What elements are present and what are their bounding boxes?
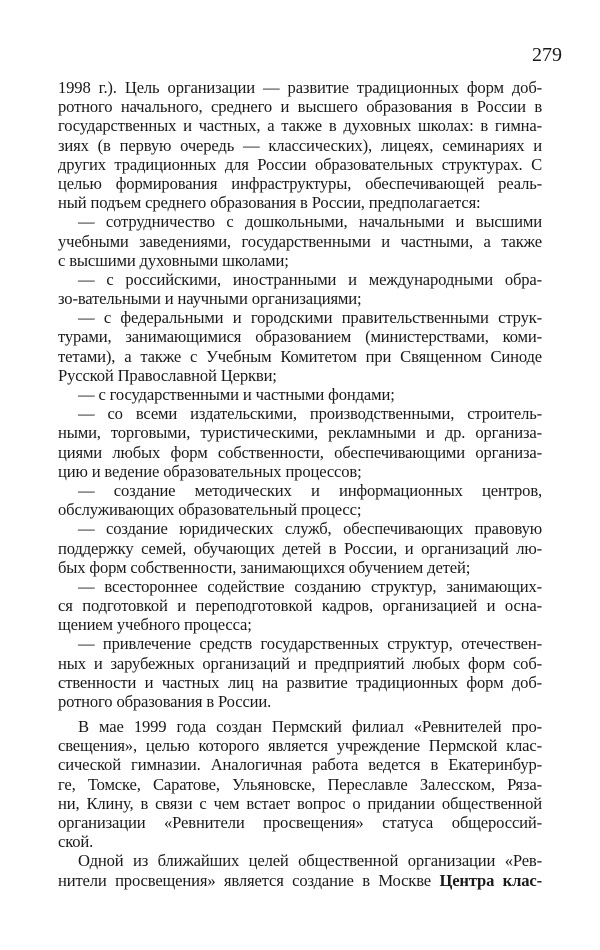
text-line: государственных и частных, а также в духовных школах: в гимна- <box>58 116 542 136</box>
text-line: — создание юридических служб, обеспечивающих правовую <box>78 519 542 539</box>
text-line: Одной из ближайших целей общественной организации «Рев- <box>78 851 542 871</box>
text-line: ротного образования в России. <box>58 692 272 711</box>
paragraph-1 <box>58 78 542 711</box>
text-line: сической гимназии. Аналогичная работа ведется в Екатеринбур- <box>58 755 542 775</box>
text-line: ными, торговыми, туристическими, рекламными и др. организа- <box>58 423 542 443</box>
text-line: ской. <box>58 832 94 852</box>
text-line: — с российскими, иностранными и международными обра- <box>78 269 542 289</box>
text-line: — создание методических и информационных центров, <box>78 480 542 500</box>
text-line: целью формирования инфраструктуры, обеспечивающей реаль- <box>58 173 542 193</box>
text-line: циями любых форм собственности, обеспечивающими организа- <box>58 442 542 462</box>
text-line: цию и ведение образовательных процессов; <box>58 461 362 481</box>
text-line: щением учебного процесса; <box>58 615 252 635</box>
text-line: турами, занимающимися образованием (министерствами, коми- <box>58 327 542 347</box>
text-line: ственности и частных лиц на развитие традиционных форм доб- <box>58 672 542 692</box>
text-line: ных и зарубежных организаций и предприятий любых форм соб- <box>58 653 542 673</box>
text-line: — привлечение средств государственных структур, отечествен- <box>78 634 542 654</box>
text-line: поддержку семей, обучающих детей в России, и организаций лю- <box>58 538 542 558</box>
text-line <box>58 871 542 890</box>
text-line: — всестороннее содействие созданию структур, занимающих- <box>78 576 542 596</box>
text-line: 1998 г.). Цель организации — развитие традиционных форм доб- <box>58 78 542 97</box>
text-line-start: нители просвещения» является создание в Москве <box>58 870 440 890</box>
text-line: — со всеми издательскими, производственными, строитель- <box>78 404 542 424</box>
text-line: учебными заведениями, государственными и частными, а также <box>58 231 542 251</box>
text-line: ротного начального, среднего и высшего образования в России в <box>58 97 542 117</box>
text-line: бых форм собственности, занимающихся обучением детей; <box>58 557 471 577</box>
text-line: обслуживающих образовательный процесс; <box>58 500 362 520</box>
bold-center-name: Центра клас- <box>439 870 542 890</box>
text-line: свещения», целью которого является учреждение Пермской клас- <box>58 736 542 756</box>
text-line: организации «Ревнители просвещения» статуса общероссий- <box>58 812 542 832</box>
text-line: тетами), а также с Учебным Комитетом при Священном Синоде <box>58 346 542 366</box>
paragraph-2 <box>58 717 542 890</box>
text-line: с высшими духовными школами; <box>58 250 289 270</box>
text-line: зо-вательными и научными организациями; <box>58 289 362 309</box>
text-line: других традиционных для России образовательных структурах. С <box>58 154 542 174</box>
text-line: В мае 1999 года создан Пермский филиал «Ревнителей про- <box>78 717 542 736</box>
text-line: зиях (в первую очередь — классических), лицеях, семинариях и <box>58 135 542 155</box>
text-line: — с федеральными и городскими правительственными струк- <box>78 308 542 328</box>
text-line: — сотрудничество с дошкольными, начальными и высшими <box>78 212 542 232</box>
text-line: ни, Клину, в связи с чем встает вопрос о придании общественной <box>58 793 542 813</box>
text-line: ся подготовкой и переподготовкой кадров, организацией и осна- <box>58 596 542 616</box>
text-line: Русской Православной Церкви; <box>58 365 277 385</box>
text-line: — с государственными и частными фондами; <box>78 385 395 404</box>
text-line: ный подъем среднего образования в России, предполагается: <box>58 193 481 213</box>
text-line: ге, Томске, Саратове, Ульяновске, Переславле Залесском, Ряза- <box>58 774 542 794</box>
page-number: 279 <box>532 44 562 66</box>
